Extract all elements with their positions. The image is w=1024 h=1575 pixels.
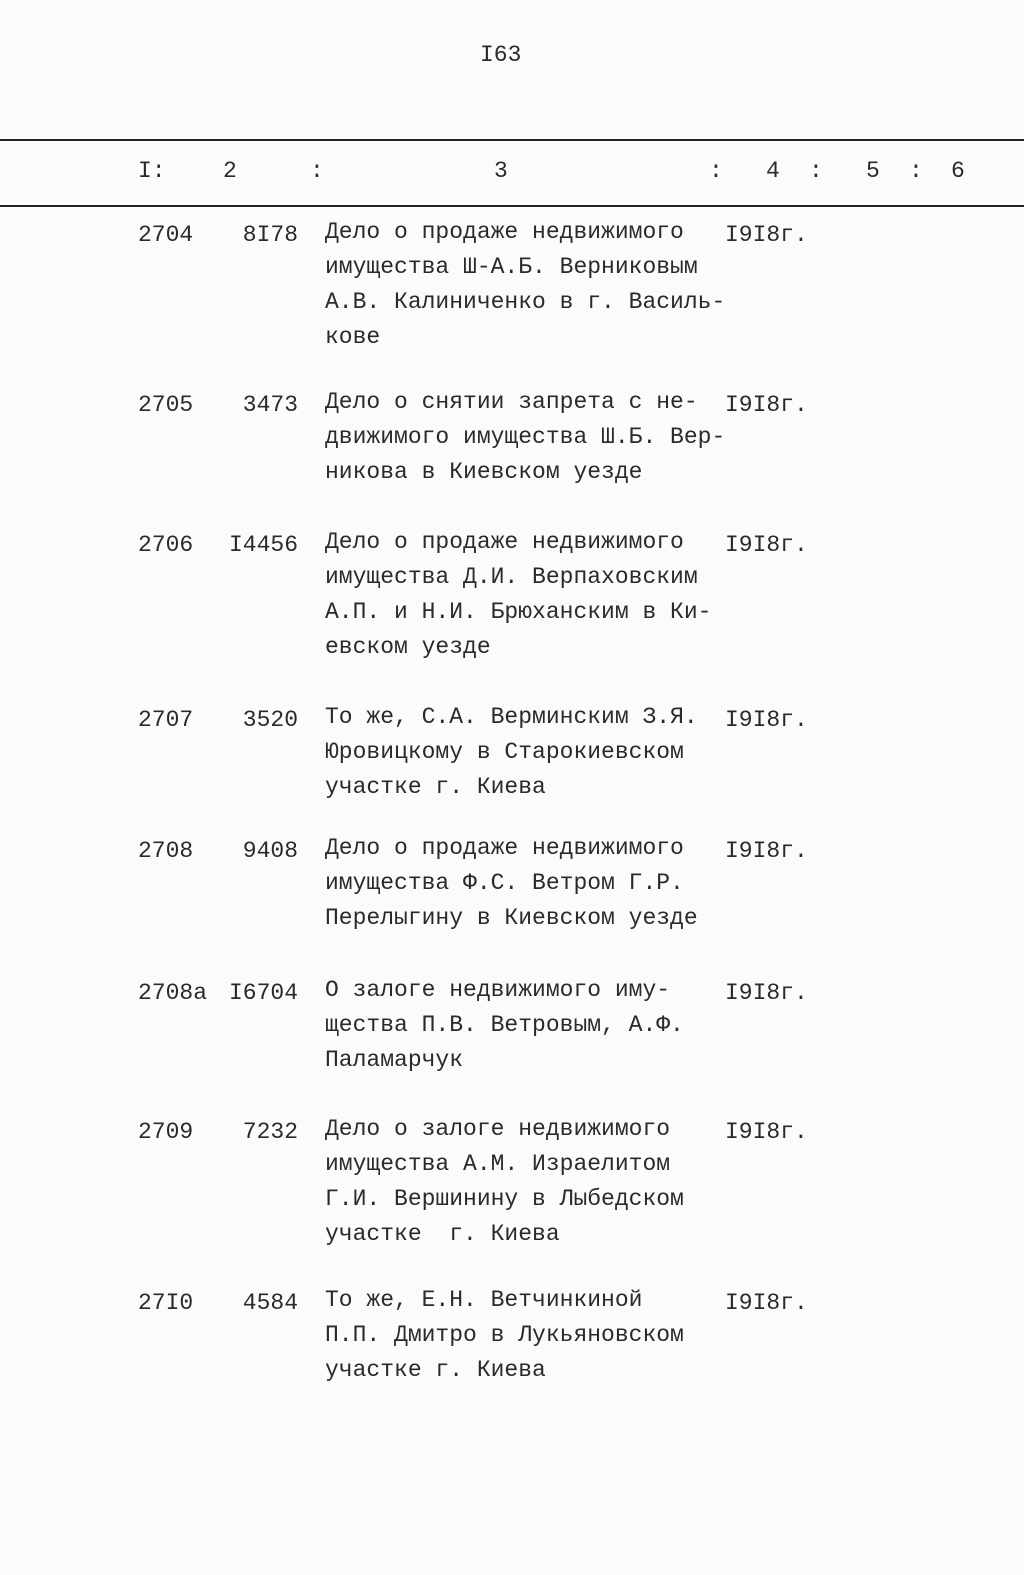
header-sep2: : (709, 158, 723, 184)
row-description (325, 1112, 684, 1252)
header-col3: 3 (494, 158, 508, 184)
row-description (325, 973, 684, 1078)
row-code: 3473 (242, 392, 298, 418)
description-line: Дело о снятии запрета с не- (325, 389, 698, 415)
row-number: 27I0 (138, 1290, 194, 1316)
row-year: I9I8г. (725, 532, 808, 558)
row-description (325, 831, 698, 936)
description-line: П.П. Дмитро в Лукьяновском (325, 1322, 684, 1348)
row-number: 2708а (138, 980, 208, 1006)
description-line: О залоге недвижимого иму- (325, 977, 671, 1003)
description-line: Дело о продаже недвижимого (325, 529, 684, 555)
description-line: никова в Киевском уезде (325, 459, 643, 485)
row-year: I9I8г. (725, 222, 808, 248)
page-number: I63 (480, 42, 522, 68)
row-number: 2709 (138, 1119, 194, 1145)
header-col2: 2 (223, 158, 237, 184)
description-line: имущества Д.И. Верпаховским (325, 564, 698, 590)
description-line: Дело о продаже недвижимого (325, 219, 684, 245)
row-description (325, 1283, 684, 1388)
row-year: I9I8г. (725, 980, 808, 1006)
row-year: I9I8г. (725, 838, 808, 864)
header-col4: 4 (766, 158, 780, 184)
row-year: I9I8г. (725, 1119, 808, 1145)
description-line: Дело о залоге недвижимого (325, 1116, 671, 1142)
description-line: участке г. Киева (325, 1221, 560, 1247)
description-line: Паламарчук (325, 1047, 464, 1073)
description-line: То же, С.А. Верминским З.Я. (325, 704, 698, 730)
description-line: участке г. Киева (325, 1357, 546, 1383)
description-line: имущества Ш-А.Б. Верниковым (325, 254, 698, 280)
description-line: То же, Е.Н. Ветчинкиной (325, 1287, 643, 1313)
description-line: А.В. Калиниченко в г. Василь- (325, 289, 726, 315)
table-top-rule (0, 139, 1024, 141)
row-code: 8I78 (242, 222, 298, 248)
description-line: А.П. и Н.И. Брюханским в Ки- (325, 599, 712, 625)
description-line: Дело о продаже недвижимого (325, 835, 684, 861)
description-line: Г.И. Вершинину в Лыбедском (325, 1186, 684, 1212)
row-code: 7232 (242, 1119, 298, 1145)
header-col1: I: (138, 158, 166, 184)
header-col6: 6 (951, 158, 965, 184)
row-description (325, 385, 725, 490)
row-description (325, 525, 711, 665)
row-code: 4584 (242, 1290, 298, 1316)
description-line: участке г. Киева (325, 774, 546, 800)
row-code: I6704 (228, 980, 298, 1006)
row-code: 9408 (242, 838, 298, 864)
header-sep4: : (909, 158, 923, 184)
row-code: I4456 (228, 532, 298, 558)
row-number: 2708 (138, 838, 194, 864)
row-description (325, 215, 725, 355)
row-number: 2705 (138, 392, 194, 418)
description-line: движимого имущества Ш.Б. Вер- (325, 424, 726, 450)
description-line: Юровицкому в Старокиевском (325, 739, 684, 765)
description-line: имущества Ф.С. Ветром Г.Р. (325, 870, 684, 896)
description-line: щества П.В. Ветровым, А.Ф. (325, 1012, 684, 1038)
row-year: I9I8г. (725, 1290, 808, 1316)
description-line: имущества А.М. Израелитом (325, 1151, 671, 1177)
table-header-rule (0, 205, 1024, 207)
description-line: евском уезде (325, 634, 491, 660)
row-year: I9I8г. (725, 392, 808, 418)
header-col5: 5 (866, 158, 880, 184)
row-number: 2704 (138, 222, 194, 248)
row-code: 3520 (242, 707, 298, 733)
row-number: 2706 (138, 532, 194, 558)
row-description (325, 700, 698, 805)
row-year: I9I8г. (725, 707, 808, 733)
description-line: Перелыгину в Киевском уезде (325, 905, 698, 931)
header-sep1: : (310, 158, 324, 184)
row-number: 2707 (138, 707, 194, 733)
header-sep3: : (809, 158, 823, 184)
description-line: кове (325, 324, 381, 350)
